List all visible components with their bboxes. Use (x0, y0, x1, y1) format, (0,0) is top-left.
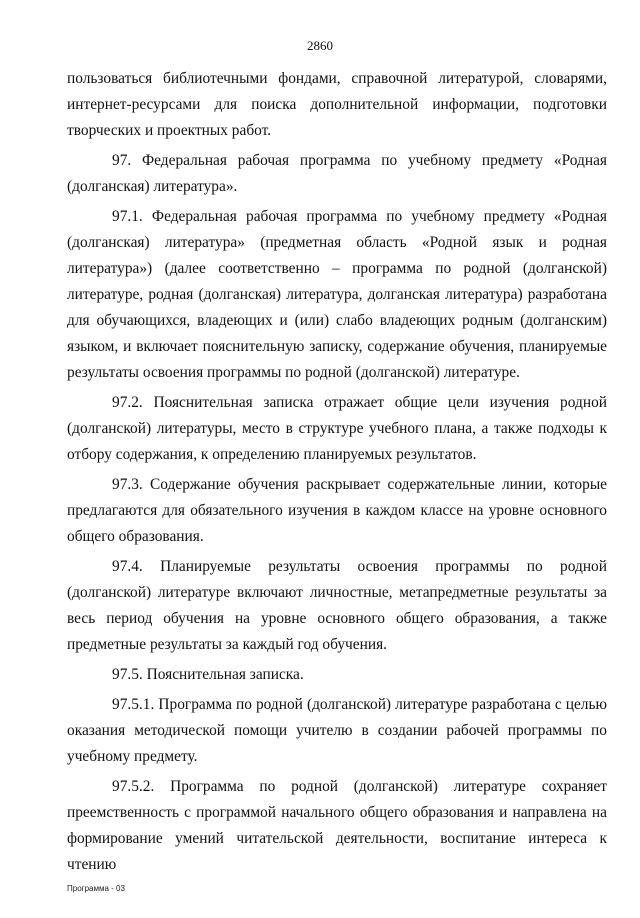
paragraph-continuation: пользоваться библиотечными фондами, справочной литературой, словарями, интернет-ресурсами для поиска дополнительной информации, подготовки творческих и проектных работ. (67, 70, 607, 139)
paragraph-97-3: 97.3. Содержание обучения раскрывает содержательные линии, которые предлагаются для обязательного изучения в каждом классе на уровне основного общего образования. (67, 476, 607, 545)
page-footer: Программа - 03 (67, 884, 125, 893)
paragraph-97-4: 97.4. Планируемые результаты освоения программы по родной (долганской) литературе включают личностные, метапредметные результаты за весь период обучения на уровне основного общего образования, а также предметные результаты за каждый год обучения. (67, 558, 607, 653)
document-body (67, 66, 607, 882)
paragraph-97-1: 97.1. Федеральная рабочая программа по учебному предмету «Родная (долганская) литература» (предметная область «Родной язык и родная литература») (далее соответственно – программа по родной (долганской) литературе, родная (долганская) литература, долганская литература) разработана для обучающихся, владеющих и (или) слабо владеющих родным (долганским) языком, и включает пояснительную записку, содержание обучения, планируемые результаты освоения программы по родной (долганской) литературе. (67, 208, 607, 381)
paragraph-97-5: 97.5. Пояснительная записка. (112, 666, 304, 683)
paragraph-97-5-1: 97.5.1. Программа по родной (долганской) литературе разработана с целью оказания методической помощи учителю в создании рабочей программы по учебному предмету. (67, 696, 607, 765)
page-number: 2860 (307, 38, 333, 53)
paragraph-97: 97. Федеральная рабочая программа по учебному предмету «Родная (долганская) литература». (67, 152, 607, 195)
paragraph-97-2: 97.2. Пояснительная записка отражает общие цели изучения родной (долганской) литературы, место в структуре учебного плана, а также подходы к отбору содержания, к определению планируемых результатов. (67, 394, 607, 463)
paragraph-97-5-2: 97.5.2. Программа по родной (долганской) литературе сохраняет преемственность с программой начального общего образования и направлена на формирование умений читательской деятельности, воспитание интереса к чтению (67, 778, 607, 873)
